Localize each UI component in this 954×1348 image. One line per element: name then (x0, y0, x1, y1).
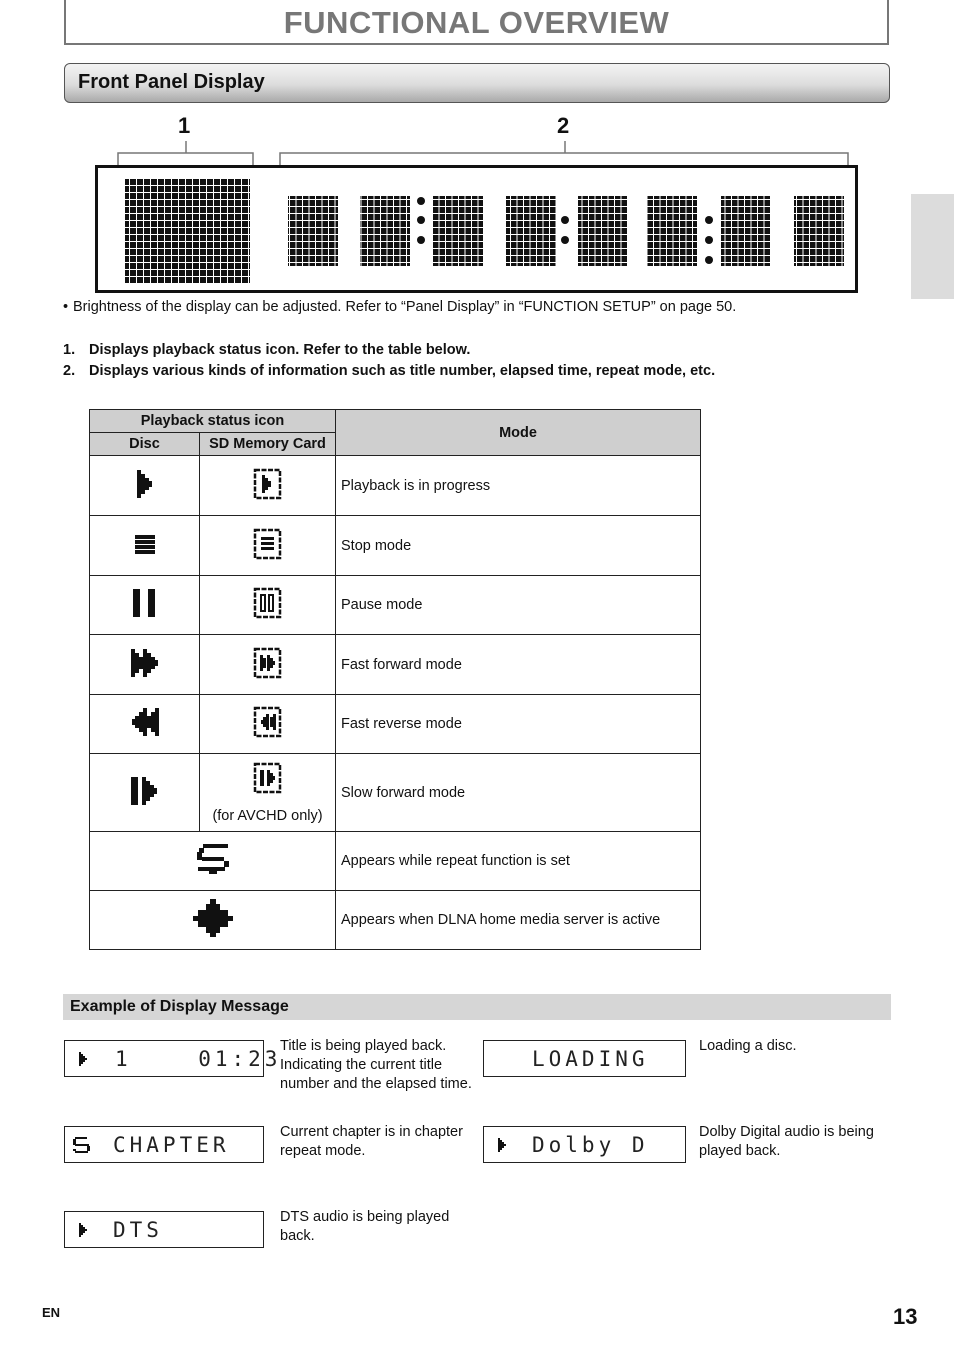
lcd-example-chapter (64, 1126, 264, 1163)
table-row (90, 754, 701, 832)
icon-matrix (125, 178, 250, 284)
lcd-text: DTS (113, 1218, 163, 1242)
play-icon (135, 468, 155, 500)
header-disc: Disc (90, 433, 200, 456)
page-number: 13 (893, 1304, 918, 1329)
dlna-icon (192, 898, 234, 938)
sd-fast-reverse-icon (253, 706, 283, 738)
header-sd: SD Memory Card (200, 433, 336, 456)
page-title: FUNCTIONAL OVERVIEW (64, 0, 889, 45)
mode-text: Fast forward mode (336, 635, 701, 695)
table-row (90, 576, 701, 635)
header-playback-status: Playback status icon (90, 410, 336, 433)
mode-text: Appears while repeat function is set (336, 832, 701, 891)
example-desc: DTS audio is being played back. (280, 1209, 450, 1244)
char-matrices (288, 196, 844, 266)
example-desc: Current chapter is in chapter repeat mode. (280, 1124, 463, 1159)
sd-fast-forward-icon (253, 647, 283, 679)
example-title: Example of Display Message (70, 998, 289, 1015)
stop-icon (133, 532, 157, 556)
sd-play-icon (253, 468, 283, 500)
callout-2: 2 (557, 113, 570, 138)
mode-text: Pause mode (336, 576, 701, 635)
lcd-example-dolby (483, 1126, 686, 1163)
numbered-item-2: 2. Displays various kinds of information such as title number, elapsed time, repeat mode, etc. (63, 363, 716, 379)
fast-forward-icon (129, 647, 161, 679)
fast-reverse-icon (129, 706, 161, 738)
callout-1: 1 (178, 113, 191, 138)
mode-text: Playback is in progress (336, 456, 701, 516)
example-desc: Loading a disc. (699, 1038, 797, 1054)
pause-icon (131, 587, 159, 619)
table-row (90, 695, 701, 754)
mode-text: Slow forward mode (336, 754, 701, 832)
mode-text: Stop mode (336, 516, 701, 576)
lcd-text: Dolby D (532, 1133, 649, 1157)
lcd-example-dts (64, 1211, 264, 1248)
example-header (63, 994, 891, 1020)
lcd-text: CHAPTER (113, 1133, 230, 1157)
avchd-note: (for AVCHD only) (212, 807, 323, 824)
table-row (90, 891, 701, 950)
lcd-example-title-time (64, 1040, 282, 1077)
footer-language: EN (42, 1305, 61, 1320)
header-mode: Mode (336, 410, 701, 456)
lcd-example-loading (483, 1040, 686, 1077)
slow-forward-icon (129, 775, 161, 807)
section-title: Front Panel Display (78, 71, 265, 93)
table-row (90, 832, 701, 891)
example-desc: Title is being played back. Indicating the current title number and the elapsed time. (280, 1038, 472, 1092)
lcd-play-icon (65, 1212, 263, 1247)
table-row (90, 456, 701, 516)
sd-stop-icon (253, 528, 283, 560)
lcd-text: LOADING (532, 1047, 649, 1071)
numbered-item-1: 1. Displays playback status icon. Refer to the table below. (63, 342, 471, 358)
brightness-note: • Brightness of the display can be adjusted. Refer to “Panel Display” in “FUNCTION SETUP” on page 50. (63, 299, 737, 315)
example-desc: Dolby Digital audio is being played back. (699, 1124, 874, 1159)
table-row (90, 635, 701, 695)
lcd-text: 1 01:23 (115, 1047, 282, 1071)
repeat-icon (195, 842, 231, 876)
status-icon-table (89, 409, 701, 950)
sd-slow-forward-icon (253, 762, 283, 794)
sd-pause-icon (253, 587, 283, 619)
mode-text: Appears when DLNA home media server is active (336, 891, 701, 950)
table-row (90, 516, 701, 576)
front-panel-segments (95, 165, 858, 293)
mode-text: Fast reverse mode (336, 695, 701, 754)
